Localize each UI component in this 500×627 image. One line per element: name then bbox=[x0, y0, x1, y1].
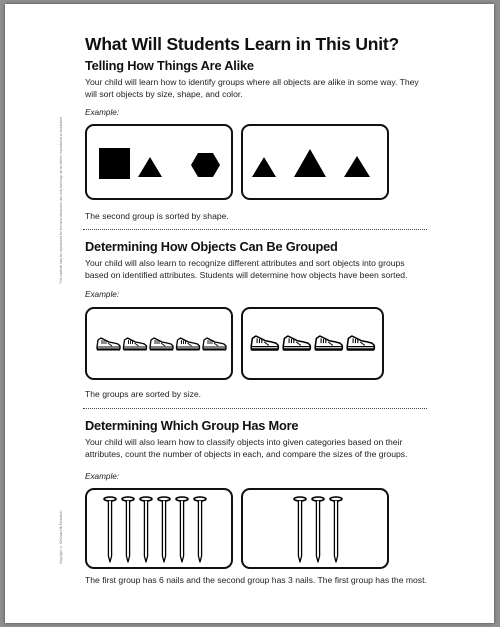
example-label-grouped: Example: bbox=[85, 290, 120, 299]
section-divider bbox=[83, 408, 427, 409]
sneaker-icon bbox=[283, 336, 310, 351]
shoe-group-1-box bbox=[85, 307, 233, 380]
sneaker-icon bbox=[251, 336, 278, 351]
caption-grouped: The groups are sorted by size. bbox=[85, 389, 202, 399]
section-paragraph-grouped: Your child will also learn to recognize different attributes and sort objects into groups based on identified attributes. Students will determine how objects have been sorted. bbox=[85, 258, 408, 280]
triangle-icon bbox=[294, 149, 326, 177]
sneaker-icon bbox=[203, 338, 226, 351]
nail-group-1-box bbox=[85, 488, 233, 569]
nail-icon bbox=[176, 497, 188, 562]
reproduction-notice: This material may be reproduced for licensed classroom use only and may not be further reproduced or distributed. bbox=[59, 116, 63, 284]
sneaker-icon bbox=[150, 338, 173, 351]
section-heading-more: Determining Which Group Has More bbox=[85, 418, 299, 433]
example-label-alike: Example: bbox=[85, 108, 120, 117]
page-title: What Will Students Learn in This Unit? bbox=[85, 34, 400, 54]
sneaker-icon bbox=[347, 336, 374, 351]
shoe-group-2-box bbox=[241, 307, 384, 380]
example-label-more: Example: bbox=[85, 472, 120, 481]
shape-group-1-box bbox=[85, 124, 233, 200]
worksheet-page bbox=[5, 4, 494, 623]
nail-icon bbox=[294, 497, 306, 562]
nail-group-2-box bbox=[241, 488, 389, 569]
shape-group-2-box bbox=[241, 124, 389, 200]
nail-icon bbox=[104, 497, 116, 562]
square-icon bbox=[99, 148, 130, 179]
sneaker-icon bbox=[315, 336, 342, 351]
section-divider bbox=[83, 229, 427, 230]
nail-icon bbox=[122, 497, 134, 562]
sneaker-icon bbox=[97, 338, 120, 351]
caption-alike: The second group is sorted by shape. bbox=[85, 211, 229, 221]
nail-icon bbox=[194, 497, 206, 562]
section-heading-grouped: Determining How Objects Can Be Grouped bbox=[85, 239, 338, 254]
caption-more: The first group has 6 nails and the second group has 3 nails. The first group has the most. bbox=[85, 575, 427, 585]
nail-icon bbox=[158, 497, 170, 562]
triangle-icon bbox=[138, 157, 162, 177]
sneaker-icon bbox=[124, 338, 147, 351]
section-paragraph-alike: Your child will learn how to identify groups where all objects are alike in some way. They will sort objects by size, shape, and color. bbox=[85, 77, 419, 99]
sneaker-icon bbox=[177, 338, 200, 351]
triangle-icon bbox=[344, 156, 370, 177]
nail-icon bbox=[312, 497, 324, 562]
triangle-icon bbox=[252, 157, 276, 177]
copyright-notice: Copyright © McGraw-Hill Education bbox=[59, 510, 63, 564]
section-heading-alike: Telling How Things Are Alike bbox=[85, 58, 254, 73]
section-paragraph-more: Your child will also learn how to classify objects into given categories based on their attributes, count the number of objects in each, and compare the sizes of the groups. bbox=[85, 437, 408, 459]
nail-icon bbox=[330, 497, 342, 562]
hexagon-icon bbox=[191, 153, 220, 177]
nail-icon bbox=[140, 497, 152, 562]
